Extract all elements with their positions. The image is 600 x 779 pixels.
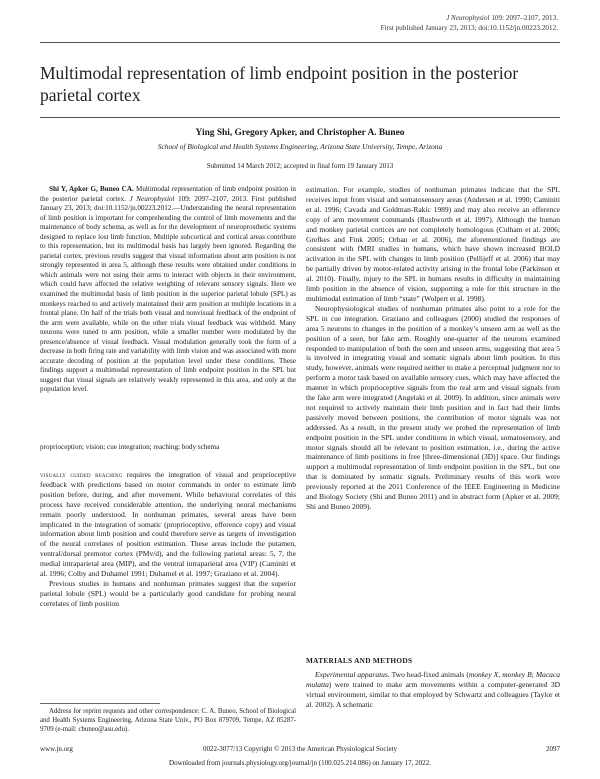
methods-paragraph: [306, 670, 560, 710]
abstract-cite-rest: 109: 2097–2107, 2013. First published January 23, 2013; doi:10.1152/jn.00223.2012.—: [40, 194, 297, 213]
monkey-x: monkey X: [468, 670, 499, 679]
footnote: Address for reprint requests and other correspondence: C. A. Buneo, School of Biological and Health Systems Engineering, Arizona State Univ., PO Box 879709, Tempe, AZ 85287-9709 (e-mail: cbuneo@asu.edu).: [40, 708, 296, 733]
footnote-rule: [40, 703, 160, 704]
authors: Ying Shi, Gregory Apker, and Christopher A. Buneo: [195, 128, 405, 138]
header-rule: [40, 42, 560, 43]
abstract-journal: J Neurophysiol: [129, 194, 175, 203]
methods-lead: Experimental apparatus.: [315, 670, 390, 679]
running-header: [381, 14, 558, 33]
intro-left-column: [40, 470, 296, 609]
citation: 109: 2097–2107, 2013.: [491, 14, 558, 22]
monkey-b: monkey B: [502, 670, 532, 679]
abstract-cite-title: Multimodal representation of limb endpoint position in the posterior parietal cortex.: [40, 185, 296, 203]
journal-name: J Neurophysiol: [446, 14, 490, 22]
download-notice: Downloaded from journals.physiology.org/journal/jn (100.025.214.086) on January 17, 2022.: [169, 759, 431, 767]
intro-paragraph-2: Previous studies in humans and nonhuman primates suggest that the superior parietal lobule (SPL) would be a particularly good candidate for probing neural correlates of limb position: [40, 578, 296, 608]
methods-text: [306, 670, 560, 710]
abstract: [40, 185, 296, 395]
footer-page-number: 2097: [546, 745, 560, 753]
title-line-1: Multimodal representation of limb endpoint position in the posterior: [40, 63, 519, 83]
title-rule: [40, 117, 560, 118]
methods-heading: MATERIALS AND METHODS: [306, 656, 413, 665]
methods-t2: ,: [498, 670, 503, 679]
intro-lead-in: visually guided reaching: [40, 470, 123, 479]
submission-dates: Submitted 14 March 2012; accepted in final form 19 January 2013: [206, 162, 394, 170]
methods-t4: ) were trained to make arm movements within a computer-generated 3D virtual environment, similar to that employed by Schwartz and colleagues (Taylor et al. 2002). A schematic: [306, 679, 560, 709]
methods-t1: Two head-fixed animals (: [389, 670, 469, 679]
keywords: proprioception; vision; cue integration; reaching; body schema: [40, 443, 220, 451]
methods-t3: ;: [531, 670, 536, 679]
abstract-authors: Shi Y, Apker G, Buneo CA.: [49, 185, 134, 193]
title-line-2: parietal cortex: [40, 85, 141, 105]
first-published: First published January 23, 2013; doi:10.1152/jn.00223.2012.: [380, 23, 558, 32]
footer-site: www.jn.org: [40, 745, 73, 753]
intro-paragraph-1: [40, 470, 296, 579]
abstract-body: Understanding the neural representation of limb position is important for comprehending the control of limb movements and the maintenance of body schema, as well as for the development of neuroprosthetic systems designed to replace lost limb function. Multiple subcortical and cortical areas contribute to this representation, but its multimodal basis has largely been ignored. Regarding the parietal cortex, previous results suggest that visual information about arm position is not strongly represented in area 5, although these results were obtained under conditions in which animals were not using their arms to interact with objects in their environment, which could have affected the relative weighting of relevant sensory signals. Here we examined the multimodal basis of limb position in the superior parietal lobule (SPL) as monkeys reached to and actively maintained their arm position at multiple locations in a frontal plane. On half of the trials both visual and nonvisual feedback of the endpoint of the arm were available, while on the other trials visual feedback was withheld. Many neurons were tuned to arm position, while a smaller number were modulated by the presence/absence of visual feedback. Visual modulation generally took the form of a decrease in both firing rate and variability with limb vision and was associated with more accurate decoding of position at the population level under these conditions. These findings support a multimodal representation of limb endpoint position in the SPL but suggest that visual signals are relatively weakly represented in this area, and only at the population level.: [40, 204, 296, 394]
footer-copyright: 0022-3077/13 Copyright © 2013 the American Physiological Society: [202, 745, 398, 753]
intro-paragraph-4: Neurophysiological studies of nonhuman primates also point to a role for the SPL in cue integration. Graziano and colleagues (2000) studied the responses of area 5 neurons to changes in the position of a monkey’s unseen arm as well as the position of a seen, but fake arm. Roughly one-quarter of the neurons examined responded to manipulation of both the seen and unseen arms, suggesting that area 5 is involved in integrating visual and somatic signals about limb position. In this study, however, animals were required neither to make a perceptual judgment nor to perform a motor task based on available sensory cues, which may have affected the manner in which proprioceptive signals from the real arm and visual signals from the fake arm were integrated (Angelaki et al. 2009). In addition, since animals were not required to actively maintain their limb position and in fact had their limbs passively moved between positions, the contribution of motor signals was not addressed. As a result, in the present study we probed the representation of limb endpoint position in the SPL under conditions in which visual, somatosensory, and motor signals should all be relevant to position estimation, i.e., during the active maintenance of limb positions in free [three-dimensional (3D)] space. Our findings support a multimodal representation of limb endpoint position in the SPL, but one that is dominated by somatic signals. Preliminary results of this work were previously reported at the 2011 Conference of the IEEE Engineering in Medicine and Biology Society (Shi and Buneo 2011) and in abstract form (Apker et al. 2009; Shi and Buneo 2009).: [306, 303, 560, 511]
species-name: Macaca mulatta: [306, 670, 561, 689]
page-title: [40, 62, 560, 106]
intro-paragraph-3: estimation. For example, studies of nonhuman primates indicate that the SPL receives input from visual and somatosensory areas (Andersen et al. 1990; Caminiti et al. 1996; Cavada and Goldman-Rakic 1989) and may also receive an efference copy of arm movement commands (Rushworth et al. 1997). Although the human and monkey parietal cortices are not completely homologous (Culham et al. 2006; Grefkes and Fink 2005; Orban et al. 2006), the aforementioned findings are consistent with fMRI studies in humans, which have shown increased BOLD activation in the SPL with changes in limb position (Pellijeff et al. 2006) that may be partially driven by motor-related activity arising in the frontal lobe (Parkinson et al. 2010). Finally, injury to the SPL in humans results in difficulty in maintaining limb position in the absence of vision, supporting a role for this structure in the multimodal estimation of limb “state” (Wolpert et al. 1998).: [306, 185, 560, 303]
intro-p1-text: requires the integration of visual and proprioceptive feedback with predictions based on motor commands in order to estimate limb position before, during, and after movement. While behavioral correlates of this process have received considerable attention, the underlying neural mechanisms remain poorly understood. In nonhuman primates, several areas have been implicated in the integration of somatic (proprioceptive, efference copy) and visual information about limb position and could therefore serve as targets of investigation of the neural correlates of position estimation. These areas include the putamen, ventral/dorsal premotor cortex (PMv/d), and the following parietal areas: 5, 7, the medial intraparietal area (MIP), and the ventral intraparietal area (VIP) (Caminiti et al. 1996; Colby and Duhamel 1991; Duhamel et al. 1997; Graziano et al. 2004).: [40, 470, 296, 579]
affiliation: School of Biological and Health Systems Engineering, Arizona State University, Tempe, Arizona: [157, 142, 443, 151]
intro-right-column: [306, 185, 560, 512]
